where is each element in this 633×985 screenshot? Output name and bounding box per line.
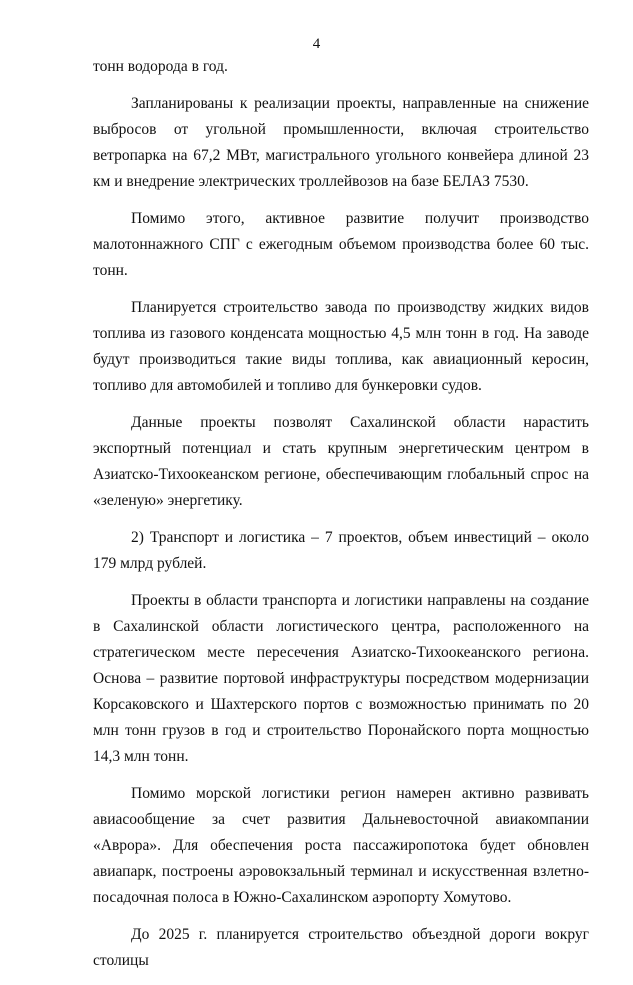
paragraph: тонн водорода в год. xyxy=(93,58,228,75)
paragraph: Планируется строительство завода по производству жидких видов топлива из газового конденсата мощностью 4,5 млн тонн в год. На заводе будут производиться такие виды топлива, как авиационный керосин, топливо для автомобилей и топливо для бункеровки судов. xyxy=(93,299,589,394)
paragraph: До 2025 г. планируется строительство объездной дороги вокруг столицы xyxy=(93,926,589,969)
paragraph: Запланированы к реализации проекты, направленные на снижение выбросов от угольной промышленности, включая строительство ветропарка на 67,2 МВт, магистрального угольного конвейера длиной 23 км и внедрение электрических троллейвозов на базе БЕЛАЗ 7530. xyxy=(93,95,589,190)
paragraph: Данные проекты позволят Сахалинской области нарастить экспортный потенциал и стать крупным энергетическим центром в Азиатско-Тихоокеанском регионе, обеспечивающим глобальный спрос на «зеленую» энергетику. xyxy=(93,414,589,509)
paragraph: Помимо этого, активное развитие получит производство малотоннажного СПГ с ежегодным объемом производства более 60 тыс. тонн. xyxy=(93,210,589,279)
section-heading-paragraph: 2) Транспорт и логистика – 7 проектов, объем инвестиций – около 179 млрд рублей. xyxy=(93,529,589,572)
paragraph: Проекты в области транспорта и логистики направлены на создание в Сахалинской области логистического центра, расположенного на стратегическом месте пересечения Азиатско-Тихоокеанского региона. Основа – развитие портовой инфраструктуры посредством модернизации Корсаковского и Шахтерского портов с возможностью принимать по 20 млн тонн грузов в год и строительство Поронайского порта мощностью 14,3 млн тонн. xyxy=(93,592,589,765)
page-number: 4 xyxy=(312,36,321,52)
body-text xyxy=(93,54,589,985)
paragraph: Помимо морской логистики регион намерен активно развивать авиасообщение за счет развития Дальневосточной авиакомпании «Аврора». Для обеспечения роста пассажиропотока будет обновлен авиапарк, построены аэровокзальный терминал и искусственная взлетно-посадочная полоса в Южно-Сахалинском аэропорту Хомутово. xyxy=(93,785,589,906)
